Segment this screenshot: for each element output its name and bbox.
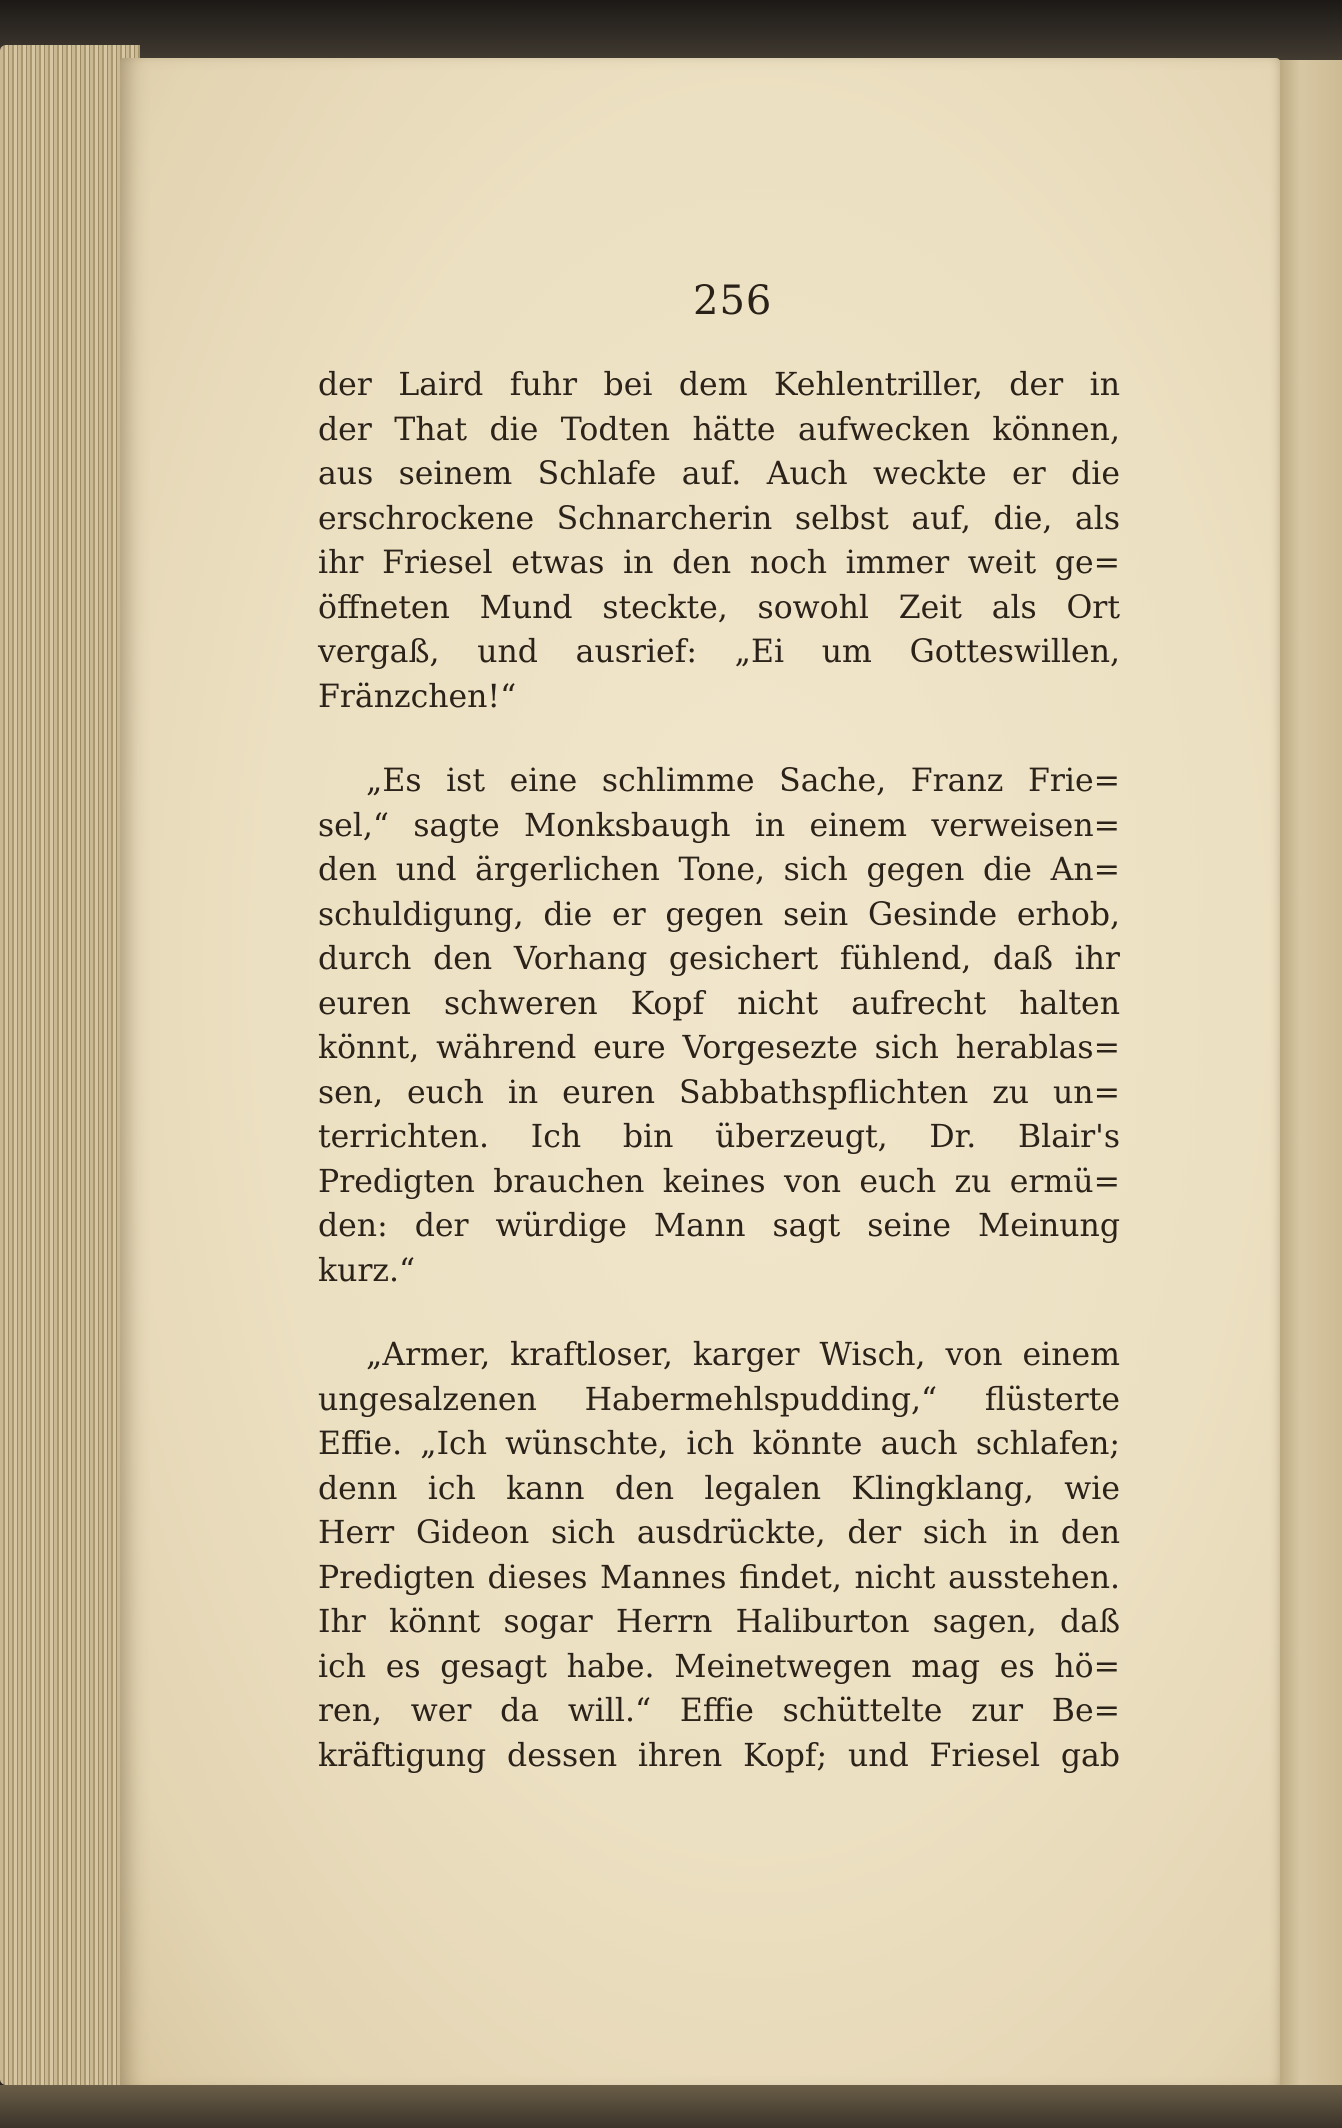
text-line: ich es gesagt habe. Meinetwegen mag es hö= <box>318 1648 1120 1685</box>
text-line: öffneten Mund steckte, sowohl Zeit als Ort <box>318 589 1120 626</box>
text-line: ungesalzenen Habermehlspudding,“ flüsterte <box>318 1381 1120 1418</box>
text-line: aus seinem Schlafe auf. Auch weckte er die <box>318 456 1120 492</box>
text-line: kräftigung dessen ihren Kopf; und Friesel gab <box>318 1737 1120 1774</box>
text-line: der Laird fuhr bei dem Kehlentriller, der in <box>318 367 1120 403</box>
text-line: euren schweren Kopf nicht aufrecht halten <box>318 985 1120 1022</box>
book-bottom-edge <box>0 2085 1342 2128</box>
text-line: „Es ist eine schlimme Sache, Franz Frie= <box>366 763 1120 799</box>
facing-page-edge <box>1278 60 1342 2128</box>
body-text <box>318 363 1120 1778</box>
text-line: den und ärgerlichen Tone, sich gegen die An= <box>318 852 1120 888</box>
text-line: denn ich kann den legalen Klingklang, wie <box>318 1470 1120 1507</box>
text-line: könnt, während eure Vorgesezte sich herablas= <box>318 1030 1120 1066</box>
page-number: 256 <box>693 278 773 324</box>
text-line: durch den Vorhang gesichert fühlend, daß ihr <box>318 941 1120 977</box>
text-line: ren, wer da will.“ Effie schüttelte zur Be= <box>318 1693 1120 1729</box>
text-line: ihr Friesel etwas in den noch immer weit ge= <box>318 545 1120 581</box>
text-line: den: der würdige Mann sagt seine Meinung <box>318 1208 1120 1244</box>
text-line: Herr Gideon sich ausdrückte, der sich in den <box>318 1515 1120 1551</box>
text-line: kurz.“ <box>318 1252 416 1289</box>
paragraph-gap <box>318 719 1120 759</box>
text-line: terrichten. Ich bin überzeugt, Dr. Blair's <box>318 1119 1120 1155</box>
text-line: Predigten brauchen keines von euch zu ermü= <box>318 1163 1120 1200</box>
text-line: Fränzchen!“ <box>318 678 517 715</box>
text-line: schuldigung, die er gegen sein Gesinde erhob, <box>318 896 1120 933</box>
text-line: erschrockene Schnarcherin selbst auf, die, als <box>318 500 1120 537</box>
text-line: Effie. „Ich wünschte, ich könnte auch schlafen; <box>318 1426 1120 1462</box>
text-line: sen, euch in euren Sabbathspflichten zu un= <box>318 1074 1120 1111</box>
text-line: „Armer, kraftloser, karger Wisch, von einem <box>366 1337 1120 1373</box>
page-edges <box>0 45 140 2085</box>
text-line: vergaß, und ausrief: „Ei um Gotteswillen, <box>318 634 1120 670</box>
text-line: Predigten dieses Mannes findet, nicht ausstehen. <box>318 1559 1120 1596</box>
paragraph-gap <box>318 1293 1120 1333</box>
text-line: sel,“ sagte Monksbaugh in einem verweisen= <box>318 807 1120 844</box>
text-line: der That die Todten hätte aufwecken können, <box>318 411 1120 448</box>
text-line: Ihr könnt sogar Herrn Haliburton sagen, daß <box>318 1604 1120 1640</box>
